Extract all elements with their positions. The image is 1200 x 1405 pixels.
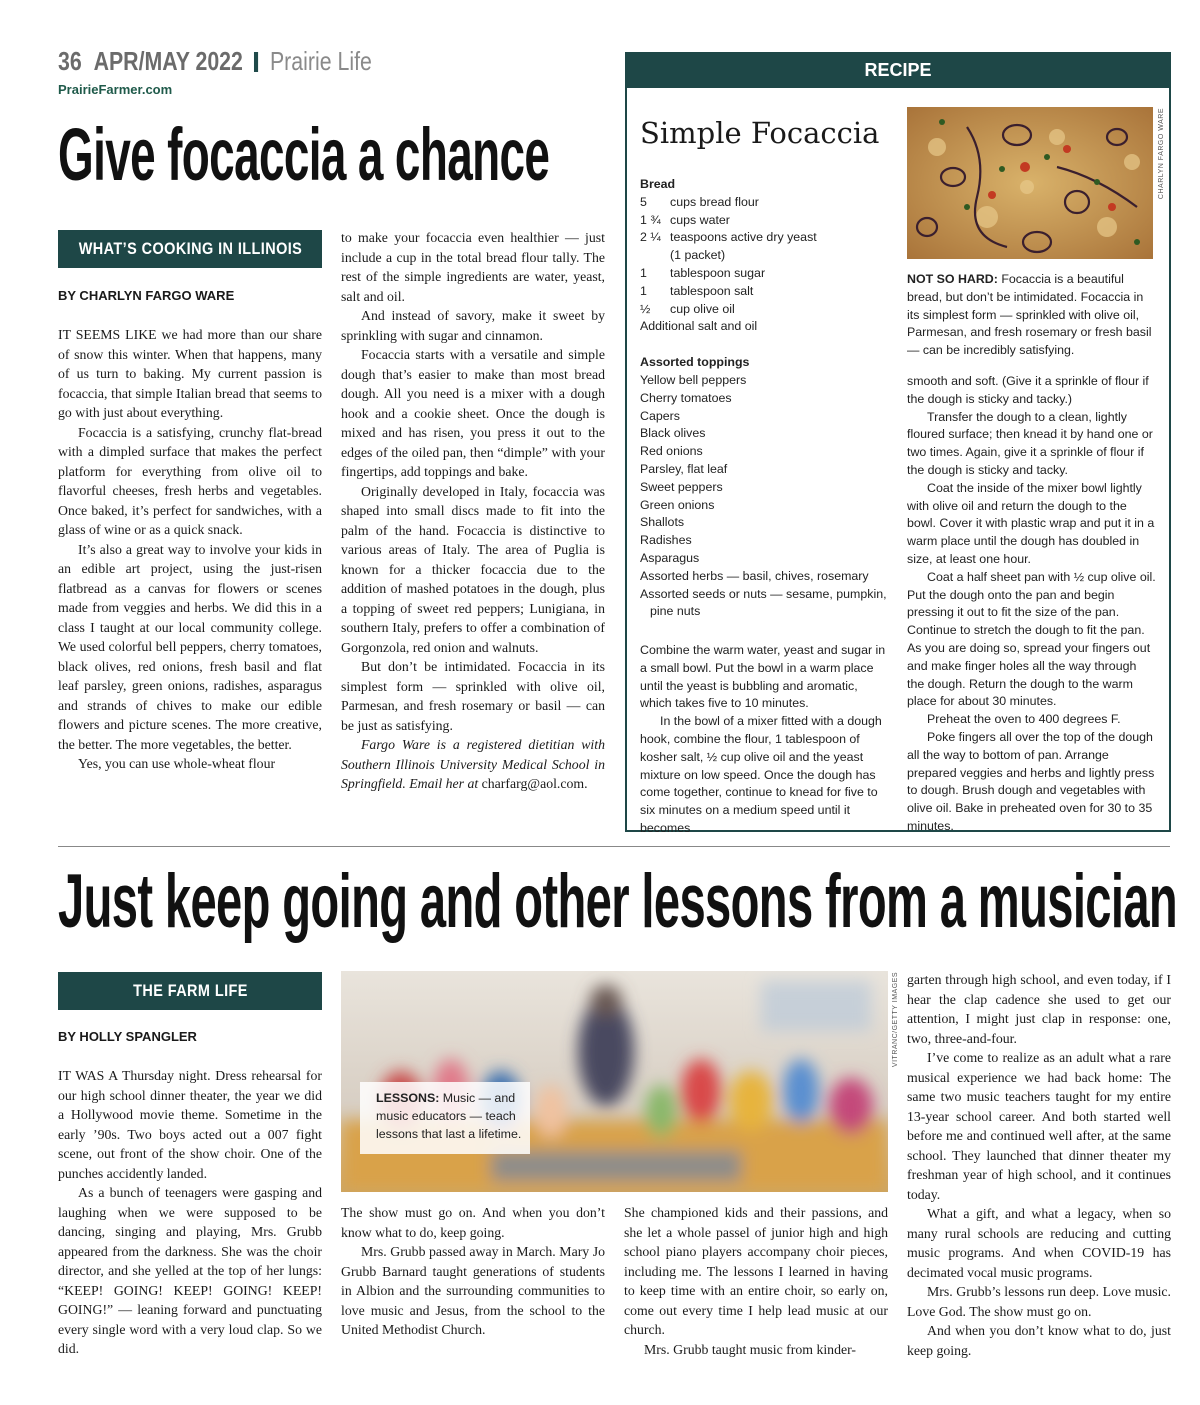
ingredient-qty: 1 <box>640 283 647 298</box>
article1-column-2 <box>341 228 605 794</box>
ingredient-row <box>640 283 890 301</box>
recipe-step: Coat the inside of the mixer bowl lightly with olive oil and return the dough to the bowl. Cover it with plastic wrap and put it in a warm place until the dough has doubled in size, at least one hour. <box>907 480 1155 566</box>
section-divider <box>58 846 1170 847</box>
article2-column-2 <box>341 1203 605 1340</box>
paragraph: Focaccia is a satisfying, crunchy flat-bread with a dimpled surface that makes the perfect platform for everything from olive oil to flavorful cheeses, fresh herbs and vegetables. Once baked, it’s perfect for sandwiches, with a glass of wine or as a quick snack. <box>58 424 322 537</box>
article1-byline: BY CHARLYN FARGO WARE <box>58 288 235 303</box>
topping-item: Yellow bell peppers <box>640 372 747 387</box>
recipe-step: Preheat the oven to 400 degrees F. <box>927 712 1121 727</box>
caption-lead: NOT SO HARD: <box>907 272 998 286</box>
topping-item: Asparagus <box>640 550 700 565</box>
topping-item: Parsley, flat leaf <box>640 461 728 476</box>
recipe-steps-2 <box>907 373 1157 836</box>
ingredient-row <box>640 212 890 230</box>
paragraph: Yes, you can use whole-wheat flour <box>78 756 276 771</box>
recipe-caption <box>907 271 1157 360</box>
recipe-step: In the bowl of a mixer fitted with a dough hook, combine the flour, 1 tablespoon of kosher salt, ½ cup olive oil and the yeast mixture on low speed. Once the dough has come together, continue to knead for five to six minutes on a medium speed until it becomes <box>640 714 882 835</box>
page-folio <box>58 46 372 77</box>
paragraph: And when you don’t know what to do, just keep going. <box>907 1323 1171 1358</box>
article2-photo-credit: VITRANC/GETTY IMAGES <box>892 972 899 1068</box>
ingredient-item: cup olive oil <box>670 301 735 316</box>
topping-item: Cherry tomatoes <box>640 390 732 405</box>
article2-column-tag-label: THE FARM LIFE <box>132 981 248 1000</box>
caption-text: Focaccia is a beautiful bread, but don’t be intimidated. Focaccia in its simplest form — sprinkled with olive oil, Parmesan, and fresh rosemary or fresh basil — can be incredibly satisfying. <box>907 272 1152 358</box>
article1-headline: Give focaccia a chance <box>58 113 550 196</box>
article2-column-1 <box>58 1066 322 1359</box>
recipe-step: Coat a half sheet pan with ½ cup olive oil. Put the dough onto the pan and begin pressing it out to fit the size of the pan. Continue to stretch the dough to fit the pan. As you are doing so, spread your fingers out and make finger holes all the way through the dough. Return the dough to the warm place for about 30 minutes. <box>907 569 1156 709</box>
topping-item: Shallots <box>640 515 685 530</box>
paragraph: garten through high school, and even today, if I hear the clap cadence she used to get our attention, I might just clap in response: one, two, three-and-four. <box>907 972 1171 1046</box>
ingredient-qty: 1 ¾ <box>640 212 661 227</box>
topping-item: Red onions <box>640 444 703 459</box>
article1-column-tag <box>58 230 322 268</box>
topping-item: Assorted herbs — basil, chives, rosemary <box>640 568 869 583</box>
article2-column-3 <box>624 1203 888 1359</box>
recipe-title: Simple Focaccia <box>640 116 880 150</box>
focaccia-photo <box>907 107 1153 259</box>
bread-heading: Bread <box>640 177 676 191</box>
author-email[interactable]: charfarg@aol.com. <box>481 776 588 791</box>
paragraph: But don’t be intimidated. Focaccia in its simplest form — sprinkled with olive oil, Parmesan, and fresh rosemary or basil — can be just as satisfying. <box>341 659 605 733</box>
paragraph: to make your focaccia even healthier — just include a cup in the total bread flour tally. The rest of the simple ingredients are water, yeast, salt and oil. <box>341 230 605 304</box>
ingredient-item: cups bread flour <box>670 194 759 209</box>
article2-byline: BY HOLLY SPANGLER <box>58 1029 197 1044</box>
topping-item: Assorted seeds or nuts — sesame, pumpkin, pine nuts <box>640 586 887 619</box>
topping-item: Capers <box>640 408 680 423</box>
author-bio-text: Fargo Ware is a registered dietitian with Southern Illinois University Medical School in Springfield. Email her at <box>341 737 605 791</box>
paragraph: Originally developed in Italy, focaccia was shaped into small discs made to fit into the palm of the hand. Focaccia is distinctive to various areas of Italy. The area of Puglia is known for a thicker focaccia due to the addition of mashed potatoes in the dough, plus a topping of sweet red peppers; Lunigiana, in southern Italy, prefers to offer a combination of Gorgonzola, red onion and walnuts. <box>341 483 605 655</box>
ingredient-qty: 2 ¼ <box>640 230 661 245</box>
paragraph: I’ve come to realize as an adult what a rare musical experience we had back home: The same two music teachers taught for my entire 13-year school career. And both started well before me and continued well after, at the same school. They launched that dinner theater my freshman year of high school, and it continues today. <box>907 1050 1171 1202</box>
recipe-box-header: RECIPE <box>625 52 1171 88</box>
topping-item: Sweet peppers <box>640 479 723 494</box>
paragraph: IT SEEMS LIKE we had more than our share of snow this winter. When that happens, many of us turn to baking. My current passion is focaccia, that simple Italian bread that seems to go with just about everything. <box>58 327 322 420</box>
topping-item: Green onions <box>640 497 715 512</box>
article2-caption <box>376 1090 526 1143</box>
ingredient-row <box>640 265 890 283</box>
paragraph: It’s also a great way to involve your kids in an edible art project, using the just-risen flatbread as a canvas for flowers or scenes made from veggies and herbs. We did this in a class I taught at our local community college. We used colorful bell peppers, cherry tomatoes, black olives, red onions, fresh basil and flat leaf parsley, green onions, radishes, asparagus and strands of chives to make our edible flowers and picture scenes. The more creative, the better. The more vegetables, the better. <box>58 541 322 752</box>
paragraph: She championed kids and their passions, and she let a whole passel of junior high and high school piano players accompany choir pieces, including me. The lessons I learned in having to keep time with an entire choir, so early on, come out every time I help lead music at our church. <box>624 1205 888 1337</box>
ingredient-qty: 5 <box>640 194 647 209</box>
article1-column-tag-label: WHAT’S COOKING IN ILLINOIS <box>78 239 302 258</box>
ingredient-row <box>640 194 890 212</box>
paragraph: And instead of savory, make it sweet by sprinkling with sugar and cinnamon. <box>341 308 605 343</box>
ingredient-qty: ½ <box>640 301 651 316</box>
issue-date: APR/MAY 2022 <box>93 46 243 76</box>
ingredient-item: teaspoons active dry yeast (1 packet) <box>670 230 817 263</box>
paragraph: Mrs. Grubb taught music from kinder- <box>644 1341 857 1357</box>
paragraph: What a gift, and what a legacy, when so many rural schools are reducing and cutting music programs. And when COVID-19 has decimated vocal music programs. <box>907 1206 1171 1280</box>
topping-item: Black olives <box>640 426 706 441</box>
paragraph: Focaccia starts with a versatile and simple dough that’s easier to make than most bread dough. All you need is a mixer with a dough hook and a cookie sheet. Once the dough is mixed and has risen, you press it out to the edges of the oiled pan, then “dimple” with your fingertips, add toppings and bake. <box>341 347 605 479</box>
ingredient-item: tablespoon salt <box>670 283 754 298</box>
article2-column-tag <box>58 972 322 1010</box>
author-bio <box>341 735 605 794</box>
page-number: 36 <box>58 46 82 76</box>
toppings-heading: Assorted toppings <box>640 355 750 370</box>
recipe-steps-1 <box>640 642 890 838</box>
recipe-step: Combine the warm water, yeast and sugar in a small bowl. Put the bowl in a warm place until the yeast is bubbling and aromatic, which takes five to 10 minutes. <box>640 643 886 711</box>
article1-column-1 <box>58 325 322 774</box>
recipe-ingredients <box>640 176 890 621</box>
ingredient-row <box>640 229 820 265</box>
ingredient-item: cups water <box>670 212 730 227</box>
folio-divider <box>254 52 258 72</box>
ingredient-qty: 1 <box>640 265 647 280</box>
recipe-step: smooth and soft. (Give it a sprinkle of flour if the dough is sticky and tacky.) <box>907 374 1149 406</box>
topping-item: Radishes <box>640 533 692 548</box>
focaccia-photo-art <box>907 107 1153 259</box>
ingredient-item: tablespoon sugar <box>670 265 766 280</box>
caption-lead: LESSONS: <box>376 1091 440 1105</box>
recipe-step: Poke fingers all over the top of the dough all the way to bottom of pan. Arrange prepared veggies and herbs and lightly press to dough. Brush dough and vegetables with olive oil. Bake in preheated oven for 30 to 35 minutes. <box>907 729 1155 833</box>
paragraph: The show must go on. And when you don’t know what to do, keep going. <box>341 1205 605 1240</box>
article2-headline: Just keep going and other lessons from a musician <box>58 859 1178 944</box>
paragraph: As a bunch of teenagers were gasping and laughing when we were supposed to be dancing, singing and playing, Mrs. Grubb appeared from the darkness. She was the choir director, and she yelled at the top of her lungs: “KEEP! GOING! KEEP! GOING! KEEP! GOING!” — leaning forward and punctuating every single word with a very loud clap. So we did. <box>58 1185 322 1356</box>
paragraph: Mrs. Grubb passed away in March. Mary Jo Grubb Barnard taught generations of students in Albion and the surrounding communities to love music and Jesus, from the school to the United Methodist Church. <box>341 1244 605 1337</box>
article2-column-4 <box>907 970 1171 1360</box>
website-link[interactable]: PrairieFarmer.com <box>58 82 173 97</box>
recipe-photo-credit: CHARLYN FARGO WARE <box>1158 108 1165 200</box>
bread-extra: Additional salt and oil <box>640 319 758 334</box>
ingredient-row <box>640 301 890 319</box>
recipe-step: Transfer the dough to a clean, lightly floured surface; then knead it by hand one or two times. Again, give it a sprinkle of flour if the dough is sticky and tacky. <box>907 409 1153 477</box>
caption-text: Music — and music educators — teach lessons that last a lifetime. <box>376 1091 522 1141</box>
section-name: Prairie Life <box>269 46 372 76</box>
paragraph: Mrs. Grubb’s lessons run deep. Love music. Love God. The show must go on. <box>907 1284 1171 1319</box>
paragraph: IT WAS A Thursday night. Dress rehearsal for our high school dinner theater, the year we did a Hollywood movie theme. Sometime in the early ’90s. Two boys acted out a 007 fight scene, out front of the show choir. One of the punches accidently landed. <box>58 1068 322 1181</box>
